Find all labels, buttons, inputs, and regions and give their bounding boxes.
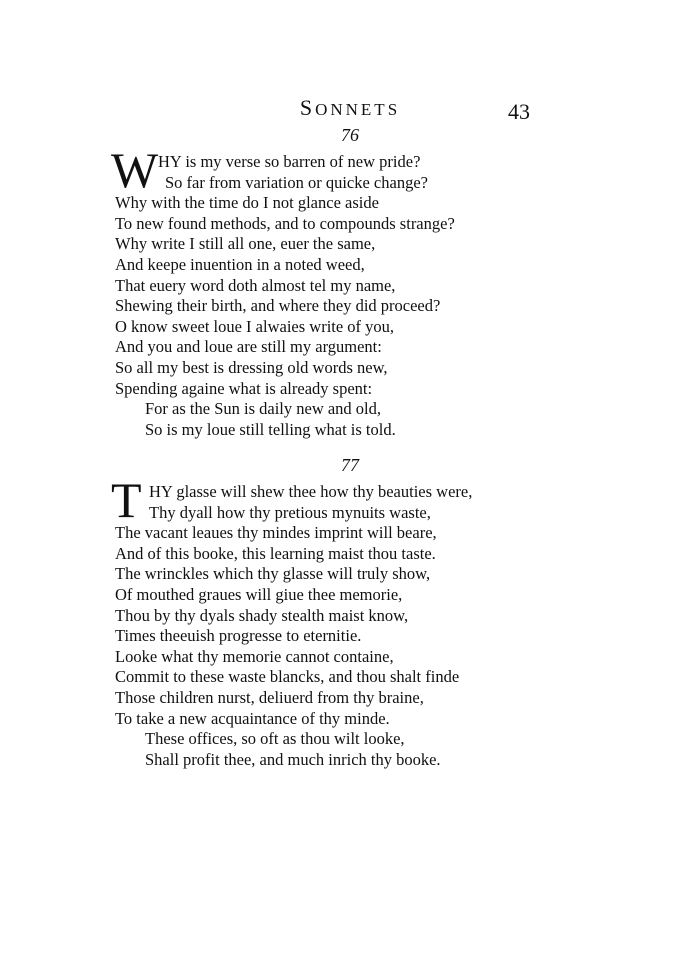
poem-line: To new found methods, and to compounds strange? (115, 213, 455, 233)
poem-line: Those children nurst, deliuerd from thy braine, (115, 687, 424, 707)
running-title (0, 95, 700, 121)
poem-line: HY is my verse so barren of new pride? (158, 152, 421, 171)
poem-line: Thou by thy dyals shady stealth maist know, (115, 605, 409, 625)
poem-line: And of this booke, this learning maist thou taste. (115, 543, 436, 563)
couplet-line: So is my loue still telling what is told. (145, 419, 396, 439)
sonnet-number: 76 (341, 125, 359, 145)
sonnet-76 (111, 142, 555, 440)
page-number: 43 (508, 99, 530, 124)
sonnet-77 (111, 472, 555, 770)
poem-line: That euery word doth almost tel my name, (115, 275, 396, 295)
poem-line: Looke what thy memorie cannot containe, (115, 646, 394, 666)
poem-line: Thy dyall how thy pretious mynuits waste, (149, 502, 431, 522)
poem-line: Times theeuish progresse to eternitie. (115, 626, 362, 646)
sonnet-number: 77 (341, 455, 359, 475)
couplet-line: For as the Sun is daily new and old, (145, 399, 382, 419)
poem-line: And you and loue are still my argument: (115, 337, 382, 357)
poem-line: Why write I still all one, euer the same, (115, 234, 376, 254)
poem-line: Commit to these waste blancks, and thou shalt finde (115, 667, 460, 687)
drop-cap: W (111, 142, 159, 198)
poem-line: HY glasse will shew thee how thy beauties were, (149, 482, 473, 501)
poem-line: The vacant leaues thy mindes imprint will beare, (115, 523, 437, 543)
poem-line: So all my best is dressing old words new, (115, 357, 388, 377)
running-title-initial: S (299, 95, 316, 120)
poem-line: O know sweet loue I alwaies write of you, (115, 316, 395, 336)
poem-line: To take a new acquaintance of thy minde. (115, 708, 390, 728)
couplet-line: Shall profit thee, and much inrich thy booke. (145, 749, 441, 769)
running-title-rest: ONNETS (315, 100, 401, 119)
poem-line: The wrinckles which thy glasse will truly show, (115, 564, 431, 584)
poem-line: And keepe inuention in a noted weed, (115, 254, 365, 274)
poem-line: Spending againe what is already spent: (115, 378, 373, 398)
poem-line: So far from variation or quicke change? (165, 172, 428, 192)
poem-line: Shewing their birth, and where they did proceed? (115, 296, 441, 316)
poem-line: Why with the time do I not glance aside (115, 193, 379, 213)
couplet-line: These offices, so oft as thou wilt looke, (145, 729, 405, 749)
drop-cap: T (111, 472, 142, 528)
poem-line: Of mouthed graues will giue thee memorie, (115, 584, 403, 604)
